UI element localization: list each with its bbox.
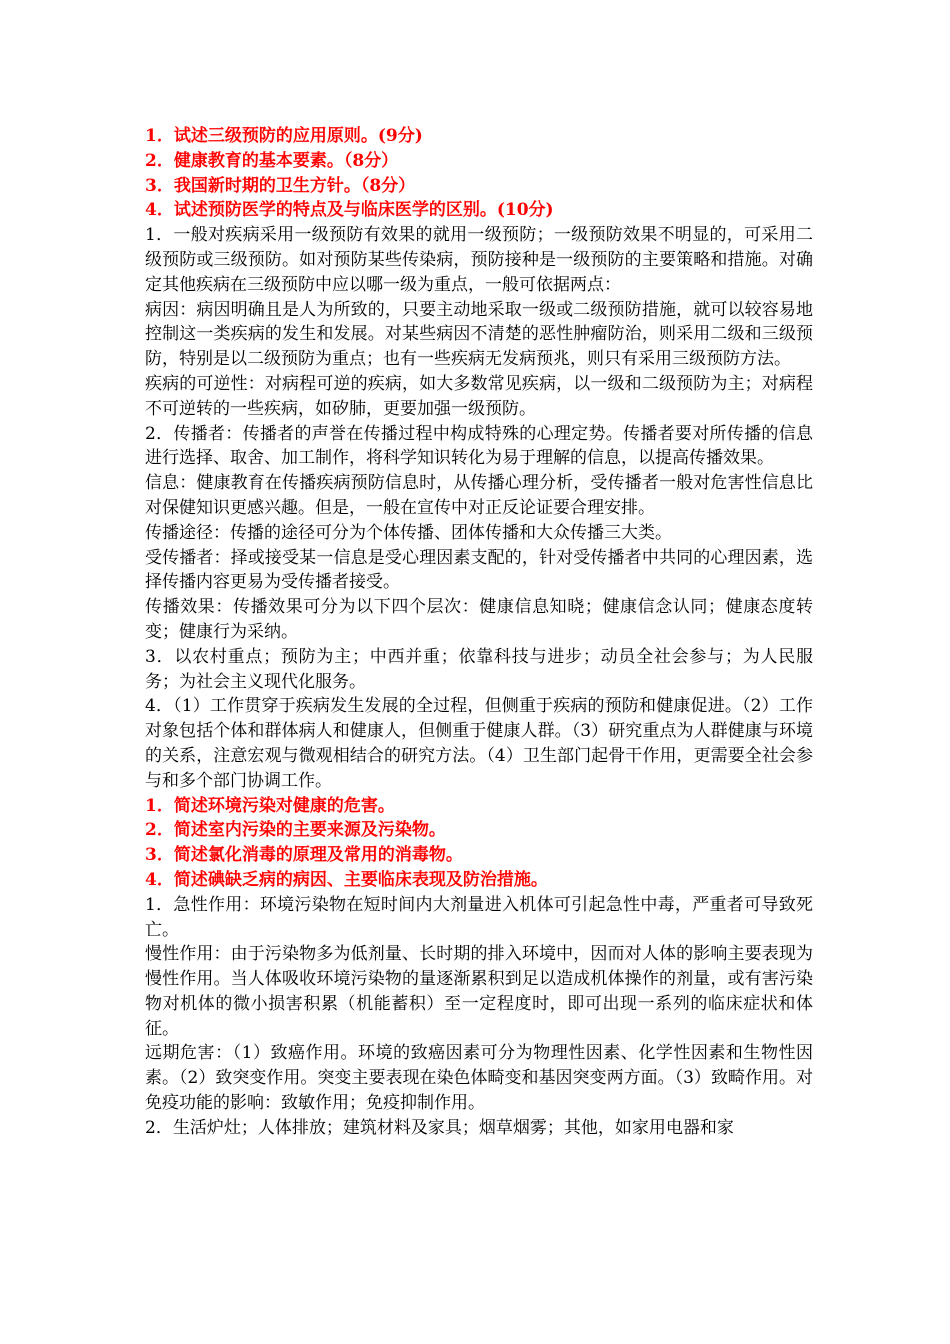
answer-env-acute: 1．急性作用：环境污染物在短时间内大剂量进入机体可引起急性中毒，严重者可导致死亡。 [145,894,813,940]
answer-env-longterm: 远期危害：（1）致癌作用。环境的致癌因素可分为物理性因素、化学性因素和生物性因素。（2）致突变作用。突变主要表现在染色体畸变和基因突变两方面。（3）致畸作用。对免疫功能的影响：致敏作用；免疫抑制作用。 [145,1043,813,1114]
answer-2-effect: 传播效果：传播效果可分为以下四个层次：健康信息知晓；健康信念认同；健康态度转变；健康行为采纳。 [145,597,813,642]
answer-1-etiology: 病因：病因明确且是人为所致的，只要主动地采取一级或二级预防措施，就可以较容易地控制这一类疾病的发生和发展。对某些病因不清楚的恶性肿瘤防治，则采用二级和三级预防，特别是以二级预防为重点；也有一些疾病无发病预兆，则只有采用三级预防方法。 [145,299,813,370]
answer-env-chronic: 慢性作用：由于污染物多为低剂量、长时期的排入环境中，因而对人体的影响主要表现为慢性作用。当人体吸收环境污染物的量逐渐累积到足以造成机体操作的剂量，或有害污染物对机体的微小损害积累（机能蓄积）至一定程度时，即可出现一系列的临床症状和体征。 [145,944,813,1039]
answer-2-communicator: 2．传播者：传播者的声誉在传播过程中构成特殊的心理定势。传播者要对所传播的信息进行选择、取舍、加工制作，将科学知识转化为易于理解的信息，以提高传播效果。 [145,423,813,469]
answer-1-1: 1．一般对疾病采用一级预防有效果的就用一级预防；一级预防效果不明显的，可采用二级预防或三级预防。如对预防某些传染病，预防接种是一级预防的主要策略和措施。对确定其他疾病在三级预防中应以哪一级为重点，一般可依据两点： [145,225,813,295]
question-1-4: 4．试述预防医学的特点及与临床医学的区别。(10分) [145,200,554,221]
answer-1-reversibility: 疾病的可逆性：对病程可逆的疾病，如大多数常见疾病，以一级和二级预防为主；对病程不可逆转的一些疾病，如矽肺，更要加强一级预防。 [145,373,813,419]
question-2-4: 4．简述碘缺乏病的病因、主要临床表现及防治措施。 [145,869,548,890]
question-2-3: 3．简述氯化消毒的原理及常用的消毒物。 [145,845,463,866]
answer-4-features: 4．（1）工作贯穿于疾病发生发展的全过程，但侧重于疾病的预防和健康促进。（2）工作对象包括个体和群体病人和健康人，但侧重于健康人群。（3）研究重点为人群健康与环境的关系，注意宏观与微观相结合的研究方法。（4）卫生部门起骨干作用，更需要全社会参与和多个部门协调工作。 [145,696,813,791]
answer-indoor-sources: 2．生活炉灶；人体排放；建筑材料及家具；烟草烟雾；其他，如家用电器和家 [145,1117,734,1138]
question-1-1: 1．试述三级预防的应用原则。(9分) [145,126,423,146]
answer-2-channel: 传播途径：传播的途径可分为个体传播、团体传播和大众传播三大类。 [145,522,672,543]
answer-2-message: 信息：健康教育在传播疾病预防信息时，从传播心理分析，受传播者一般对危害性信息比对保健知识更感兴趣。但是，一般在宣传中对正反论证要合理安排。 [145,473,813,518]
question-1-3: 3．我国新时期的卫生方针。（8分） [145,175,416,196]
document-page [145,124,813,1141]
answer-2-audience: 受传播者：择或接受某一信息是受心理因素支配的，针对受传播者中共同的心理因素，选择传播内容更易为受传播者接受。 [145,547,813,593]
question-2-2: 2．简述室内污染的主要来源及污染物。 [145,820,446,841]
answer-3-policy: 3．以农村重点；预防为主；中西并重；依靠科技与进步；动员全社会参与；为人民服务；为社会主义现代化服务。 [145,646,813,692]
question-2-1: 1．简述环境污染对健康的危害。 [145,795,395,816]
question-1-2: 2．健康教育的基本要素。（8分） [145,150,399,171]
